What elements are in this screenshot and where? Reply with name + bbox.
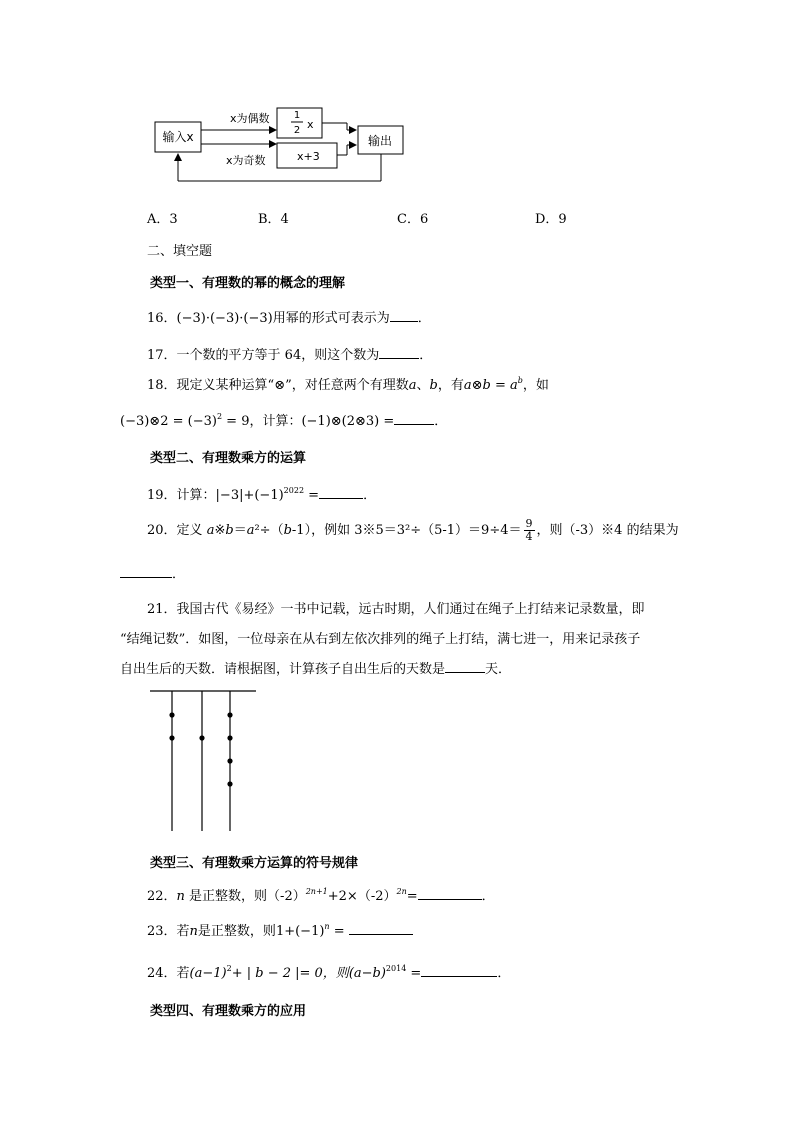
type2-heading: 类型二、有理数乘方的运算 — [150, 451, 307, 466]
answer-blank — [379, 346, 419, 359]
input-label: 输入x — [162, 130, 194, 144]
half-den: 2 — [293, 125, 301, 136]
knot-rope-figure — [148, 686, 263, 836]
q15-option-c: C．6 — [397, 212, 429, 227]
knot — [199, 735, 204, 740]
half-num: 1 — [293, 110, 301, 121]
answer-blank — [394, 412, 434, 425]
answer-blank — [120, 565, 172, 578]
knot — [227, 735, 232, 740]
plus-box-label: x+3 — [297, 150, 320, 163]
question-21-line2: “结绳记数”．如图，一位母亲在从右到左依次排列的绳子上打结，满七进一，用来记录孩子 — [120, 632, 641, 647]
q15-option-d: D．9 — [535, 212, 567, 227]
odd-label: x为奇数 — [226, 154, 266, 167]
question-19: 19．计算：$|-3|+(-1)^{2022}$ = ． — [147, 486, 377, 503]
section-title: 二、填空题 — [147, 244, 213, 259]
question-16: 16．(−3)·(−3)·(−3)用幂的形式可表示为 ． — [147, 311, 431, 326]
q15-option-a: A．3 — [147, 212, 178, 227]
question-20-answer: ． — [120, 563, 185, 582]
answer-blank — [445, 660, 485, 673]
answer-blank — [349, 922, 413, 935]
even-label: x为偶数 — [230, 112, 270, 125]
knot — [227, 758, 232, 763]
flowchart-diagram — [150, 100, 420, 195]
type3-heading: 类型三、有理数乘方运算的符号规律 — [150, 856, 359, 871]
question-21-line3: 自出生后的天数．请根据图，计算孩子自出生后的天数是 天． — [120, 662, 512, 677]
answer-blank — [319, 486, 363, 499]
type4-heading: 类型四、有理数乘方的应用 — [150, 1004, 307, 1019]
question-20: 20．定义 a※b＝a²÷（b-1），例如 3※5＝3²÷（5-1）＝9÷4＝ $\frac{9}{4}$ ，则（-3）※4 的结果为 — [147, 517, 679, 543]
question-17: 17．一个数的平方等于 64，则这个数为 ． — [147, 348, 433, 363]
fraction-9-4: $\frac{9}{4}$ — [525, 517, 533, 543]
half-var: x — [307, 118, 314, 131]
question-18-line2: (−3)⊗2 = $(-3)^2 = 9$，计算：(−1)⊗(2⊗3) = ． — [120, 412, 448, 429]
question-24: 24．若$(a-1)^2+$ | b − 2 |= 0，则$(a-b)^{2014}$ = ． — [147, 964, 511, 981]
output-label: 输出 — [367, 134, 393, 148]
knot — [169, 735, 174, 740]
question-21-line1: 21．我国古代《易经》一书中记载，远古时期，人们通过在绳子上打结来记录数量，即 — [147, 602, 645, 617]
question-22: 22．n 是正整数，则$(-2)^{2n+1}+2\times(-2)^{2n}=$ ． — [147, 887, 495, 904]
knot — [227, 781, 232, 786]
answer-blank — [390, 309, 418, 322]
answer-blank — [421, 964, 497, 977]
knot — [169, 712, 174, 717]
question-23: 23．若n是正整数，则$1+(-1)^n$ = — [147, 920, 413, 939]
type1-heading: 类型一、有理数的幂的概念的理解 — [150, 276, 346, 291]
knot — [227, 712, 232, 717]
question-18-line1: 18．现定义某种运算“⊗”，对任意两个有理数a、b，有a⊗b = $a^b$，如 — [147, 376, 549, 393]
answer-blank — [418, 887, 482, 900]
q15-option-b: B．4 — [258, 212, 289, 227]
